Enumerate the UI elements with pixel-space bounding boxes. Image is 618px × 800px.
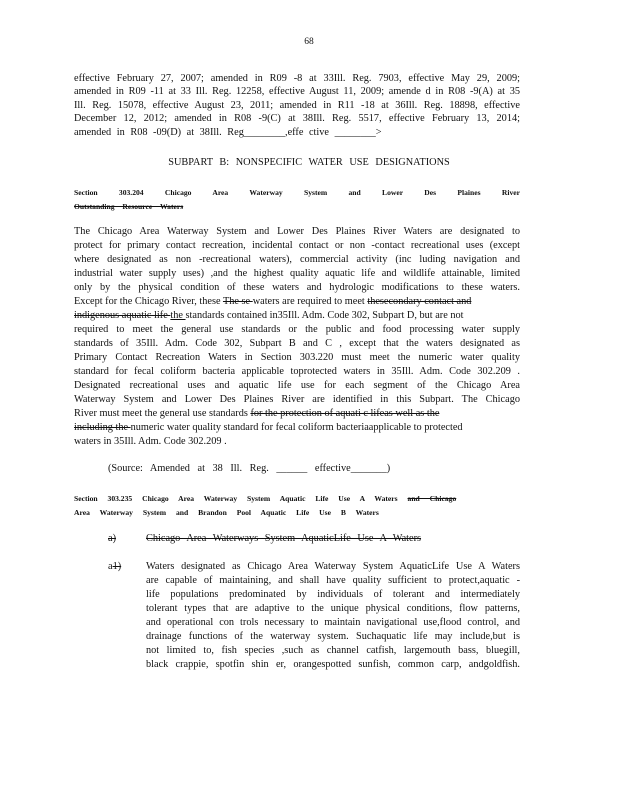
item-a1-line-6: drainage functions of the waterway system. Suchaquatic life may include,but is xyxy=(146,631,520,642)
history-line-4: December 12, 2012; amended in R08 -9(C) at 38Ill. Reg. 5517, effective February 13, 2014; xyxy=(74,113,520,124)
para-text: Except for the Chicago River, these xyxy=(74,296,223,307)
deleted-text: thesecondary contact and xyxy=(367,296,472,307)
para-line-3: where designated as non -recreational waters), commercial activity (inc luding navigation and xyxy=(74,254,520,265)
para-line-5: only by the physical condition of these waters and hydrologic modifications to these waters. xyxy=(74,282,520,293)
item-a-struck-text: Chicago Area Waterways System AquaticLife Use A Waters xyxy=(146,533,422,544)
para-line-11: standard for fecal coliform bacteria applicable toprotected waters in 35Ill. Adm. Code 302.209 . xyxy=(74,366,520,377)
para-line-1: The Chicago Area Waterway System and Lower Des Plaines River Waters are designated to xyxy=(74,226,520,237)
item-a1-line-5: and operational con trols necessary to maintain navigational use,flood control, and xyxy=(146,617,520,628)
history-line-2: amended in R09 -11 at 33 Ill. Reg. 12258, effective August 11, 2009; amende d in R08 -9(A) at 35 xyxy=(74,86,520,97)
history-line-5: amended in R08 -09(D) at 38Ill. Reg________,effe ctive ________> xyxy=(74,127,382,138)
deleted-text: The se xyxy=(222,296,253,307)
section-204-title: Section 303.204 Chicago Area Waterway System and Lower Des Plaines River xyxy=(74,188,520,197)
item-a1-label xyxy=(108,561,121,573)
para-line-7 xyxy=(74,310,464,322)
para-line-10: Primary Contact Recreation Waters in Section 303.220 must meet the numeric water quality xyxy=(74,352,520,363)
item-a1-line-2: are capable of maintaining, and shall have quality sufficient to protect,aquatic - xyxy=(146,575,520,586)
para-text: River must meet the general use standards xyxy=(74,408,251,419)
item-a1-line-4: tolerant types that are adaptive to the unique physical conditions, flow patterns, xyxy=(146,603,520,614)
para-text: waters are required to meet xyxy=(252,296,368,307)
deleted-text: and Chicago xyxy=(407,494,457,503)
deleted-text: for the protection of aquati c lifeas well as the xyxy=(250,408,440,419)
para-line-16: waters in 35Ill. Adm. Code 302.209 . xyxy=(74,436,227,447)
para-line-15 xyxy=(74,422,463,434)
item-a1-line-3: life populations predominated by individuals of tolerant and intermediately xyxy=(146,589,520,600)
label-text: a xyxy=(108,561,113,572)
para-line-12: Designated recreational uses and aquatic life use for each segment of the Chicago Area xyxy=(74,380,520,391)
para-line-6 xyxy=(74,296,471,308)
page-number: 68 xyxy=(304,37,314,47)
para-line-2: protect for primary contact recreation, incidental contact or non -contact recreational uses (except xyxy=(74,240,520,251)
para-line-13: Waterway System and Lower Des Plaines River are identified in this Subpart. The Chicago xyxy=(74,394,520,405)
para-text: numeric water quality standard for fecal coliform bacteriaapplicable to protected xyxy=(130,422,463,433)
section-204-title-struck: Outstanding Resource Waters xyxy=(74,202,184,211)
para-text: standards contained in35Ill. Adm. Code 302, Subpart D, but are not xyxy=(185,310,464,321)
item-a-label: a) xyxy=(108,533,116,544)
section-235-text: Section 303.235 Chicago Area Waterway System Aquatic Life Use A Waters xyxy=(74,494,408,503)
para-line-14 xyxy=(74,408,439,420)
deleted-text: indigenous aquatic life xyxy=(74,310,171,321)
deleted-text: 1) xyxy=(112,561,122,572)
source-note: (Source: Amended at 38 Ill. Reg. ______ effective_______) xyxy=(108,463,391,474)
deleted-text: including the xyxy=(74,422,131,433)
para-line-9: standards of 35Ill. Adm. Code 302, Subpart B and C , except that the waters designated as xyxy=(74,338,520,349)
subpart-heading: SUBPART B: NONSPECIFIC WATER USE DESIGNATIONS xyxy=(168,157,450,168)
item-a1-line-8: black crappie, spotfin shin er, orangespotted sunfish, common carp, andgoldfish. xyxy=(146,659,520,670)
section-235-title-2: Area Waterway System and Brandon Pool Aquatic Life Use B Waters xyxy=(74,508,379,517)
section-235-title xyxy=(74,493,534,505)
item-a1-line-7: not limited to, fish species ,such as channel catfish, largemouth bass, bluegill, xyxy=(146,645,520,656)
history-line-3: Ill. Reg. 15078, effective August 23, 2011; amended in R11 -18 at 36Ill. Reg. 18898, effective xyxy=(74,100,520,111)
para-line-8: required to meet the general use standards or the public and food processing water supply xyxy=(74,324,520,335)
inserted-text: the xyxy=(170,310,186,321)
history-line-1: effective February 27, 2007; amended in R09 -8 at 33Ill. Reg. 7903, effective May 29, 2009; xyxy=(74,73,520,84)
para-line-4: industrial water supply uses) ,and the highest quality aquatic life and wildlife attainable, limited xyxy=(74,268,520,279)
item-a1-line-1: Waters designated as Chicago Area Waterway System AquaticLife Use A Waters xyxy=(146,561,520,572)
